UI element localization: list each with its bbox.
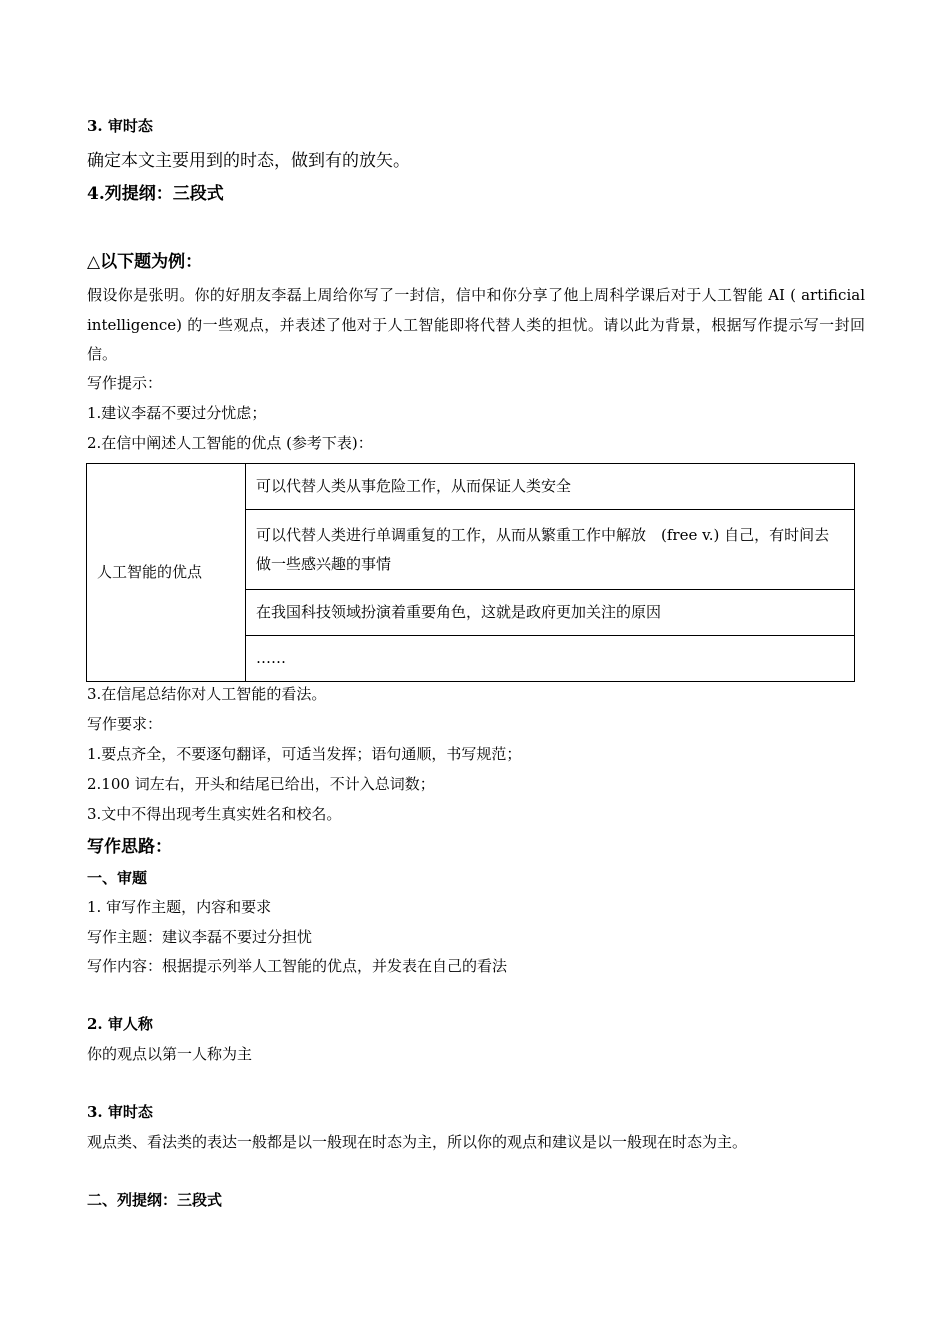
table-cell: 可以代替人类进行单调重复的工作，从而从繁重工作中解放 (free v.) 自己，有时间去做一些感兴趣的事情 xyxy=(246,510,855,590)
review-theme: 写作主题：建议李磊不要过分担忧 xyxy=(87,928,313,946)
requirement-2: 2.100 词左右，开头和结尾已给出，不计入总词数； xyxy=(87,775,435,793)
review-content: 写作内容：根据提示列举人工智能的优点，并发表在自己的看法 xyxy=(87,957,508,975)
tip-1: 1.建议李磊不要过分忧虑； xyxy=(87,404,267,422)
requirements-label: 写作要求： xyxy=(87,715,163,733)
heading-tense-check: 3. 审时态 xyxy=(87,117,153,135)
tense-instruction: 确定本文主要用到的时态，做到有的放矢。 xyxy=(87,151,410,171)
review-item: 1. 审写作主题，内容和要求 xyxy=(87,898,272,916)
table-header-cell: 人工智能的优点 xyxy=(87,464,246,682)
example-heading: △以下题为例： xyxy=(87,252,203,272)
approach-heading: 写作思路： xyxy=(87,837,172,857)
requirement-1: 1.要点齐全，不要逐句翻译，可适当发挥；语句通顺，书写规范； xyxy=(87,745,522,763)
section-tense-title: 3. 审时态 xyxy=(87,1103,153,1121)
advantages-table xyxy=(86,463,855,682)
section-review-title: 一、审题 xyxy=(87,869,148,887)
section-person-title: 2. 审人称 xyxy=(87,1015,153,1033)
tip-3: 3.在信尾总结你对人工智能的看法。 xyxy=(87,685,327,703)
section-outline-title: 二、列提纲：三段式 xyxy=(87,1191,223,1209)
table-row xyxy=(87,464,855,510)
table-cell: …… xyxy=(246,636,855,682)
tips-label: 写作提示： xyxy=(87,374,163,392)
heading-outline: 4.列提纲：三段式 xyxy=(87,184,224,204)
table-cell: 可以代替人类从事危险工作，从而保证人类安全 xyxy=(246,464,855,510)
person-text: 你的观点以第一人称为主 xyxy=(87,1045,253,1063)
requirement-3: 3.文中不得出现考生真实姓名和校名。 xyxy=(87,805,342,823)
tip-2: 2.在信中阐述人工智能的优点 (参考下表)： xyxy=(87,434,373,452)
example-prompt: 假设你是张明。你的好朋友李磊上周给你写了一封信，信中和你分享了他上周科学课后对于人工智能 AI ( artificial intelligence) 的一些观点，并表述了他对于人工智能即将代替人类的担忧。请以此为背景，根据写作提示写一封回信。 xyxy=(87,286,865,363)
tense-text: 观点类、看法类的表达一般都是以一般现在时态为主，所以你的观点和建议是以一般现在时态为主。 xyxy=(87,1133,748,1151)
table-cell: 在我国科技领域扮演着重要角色，这就是政府更加关注的原因 xyxy=(246,590,855,636)
